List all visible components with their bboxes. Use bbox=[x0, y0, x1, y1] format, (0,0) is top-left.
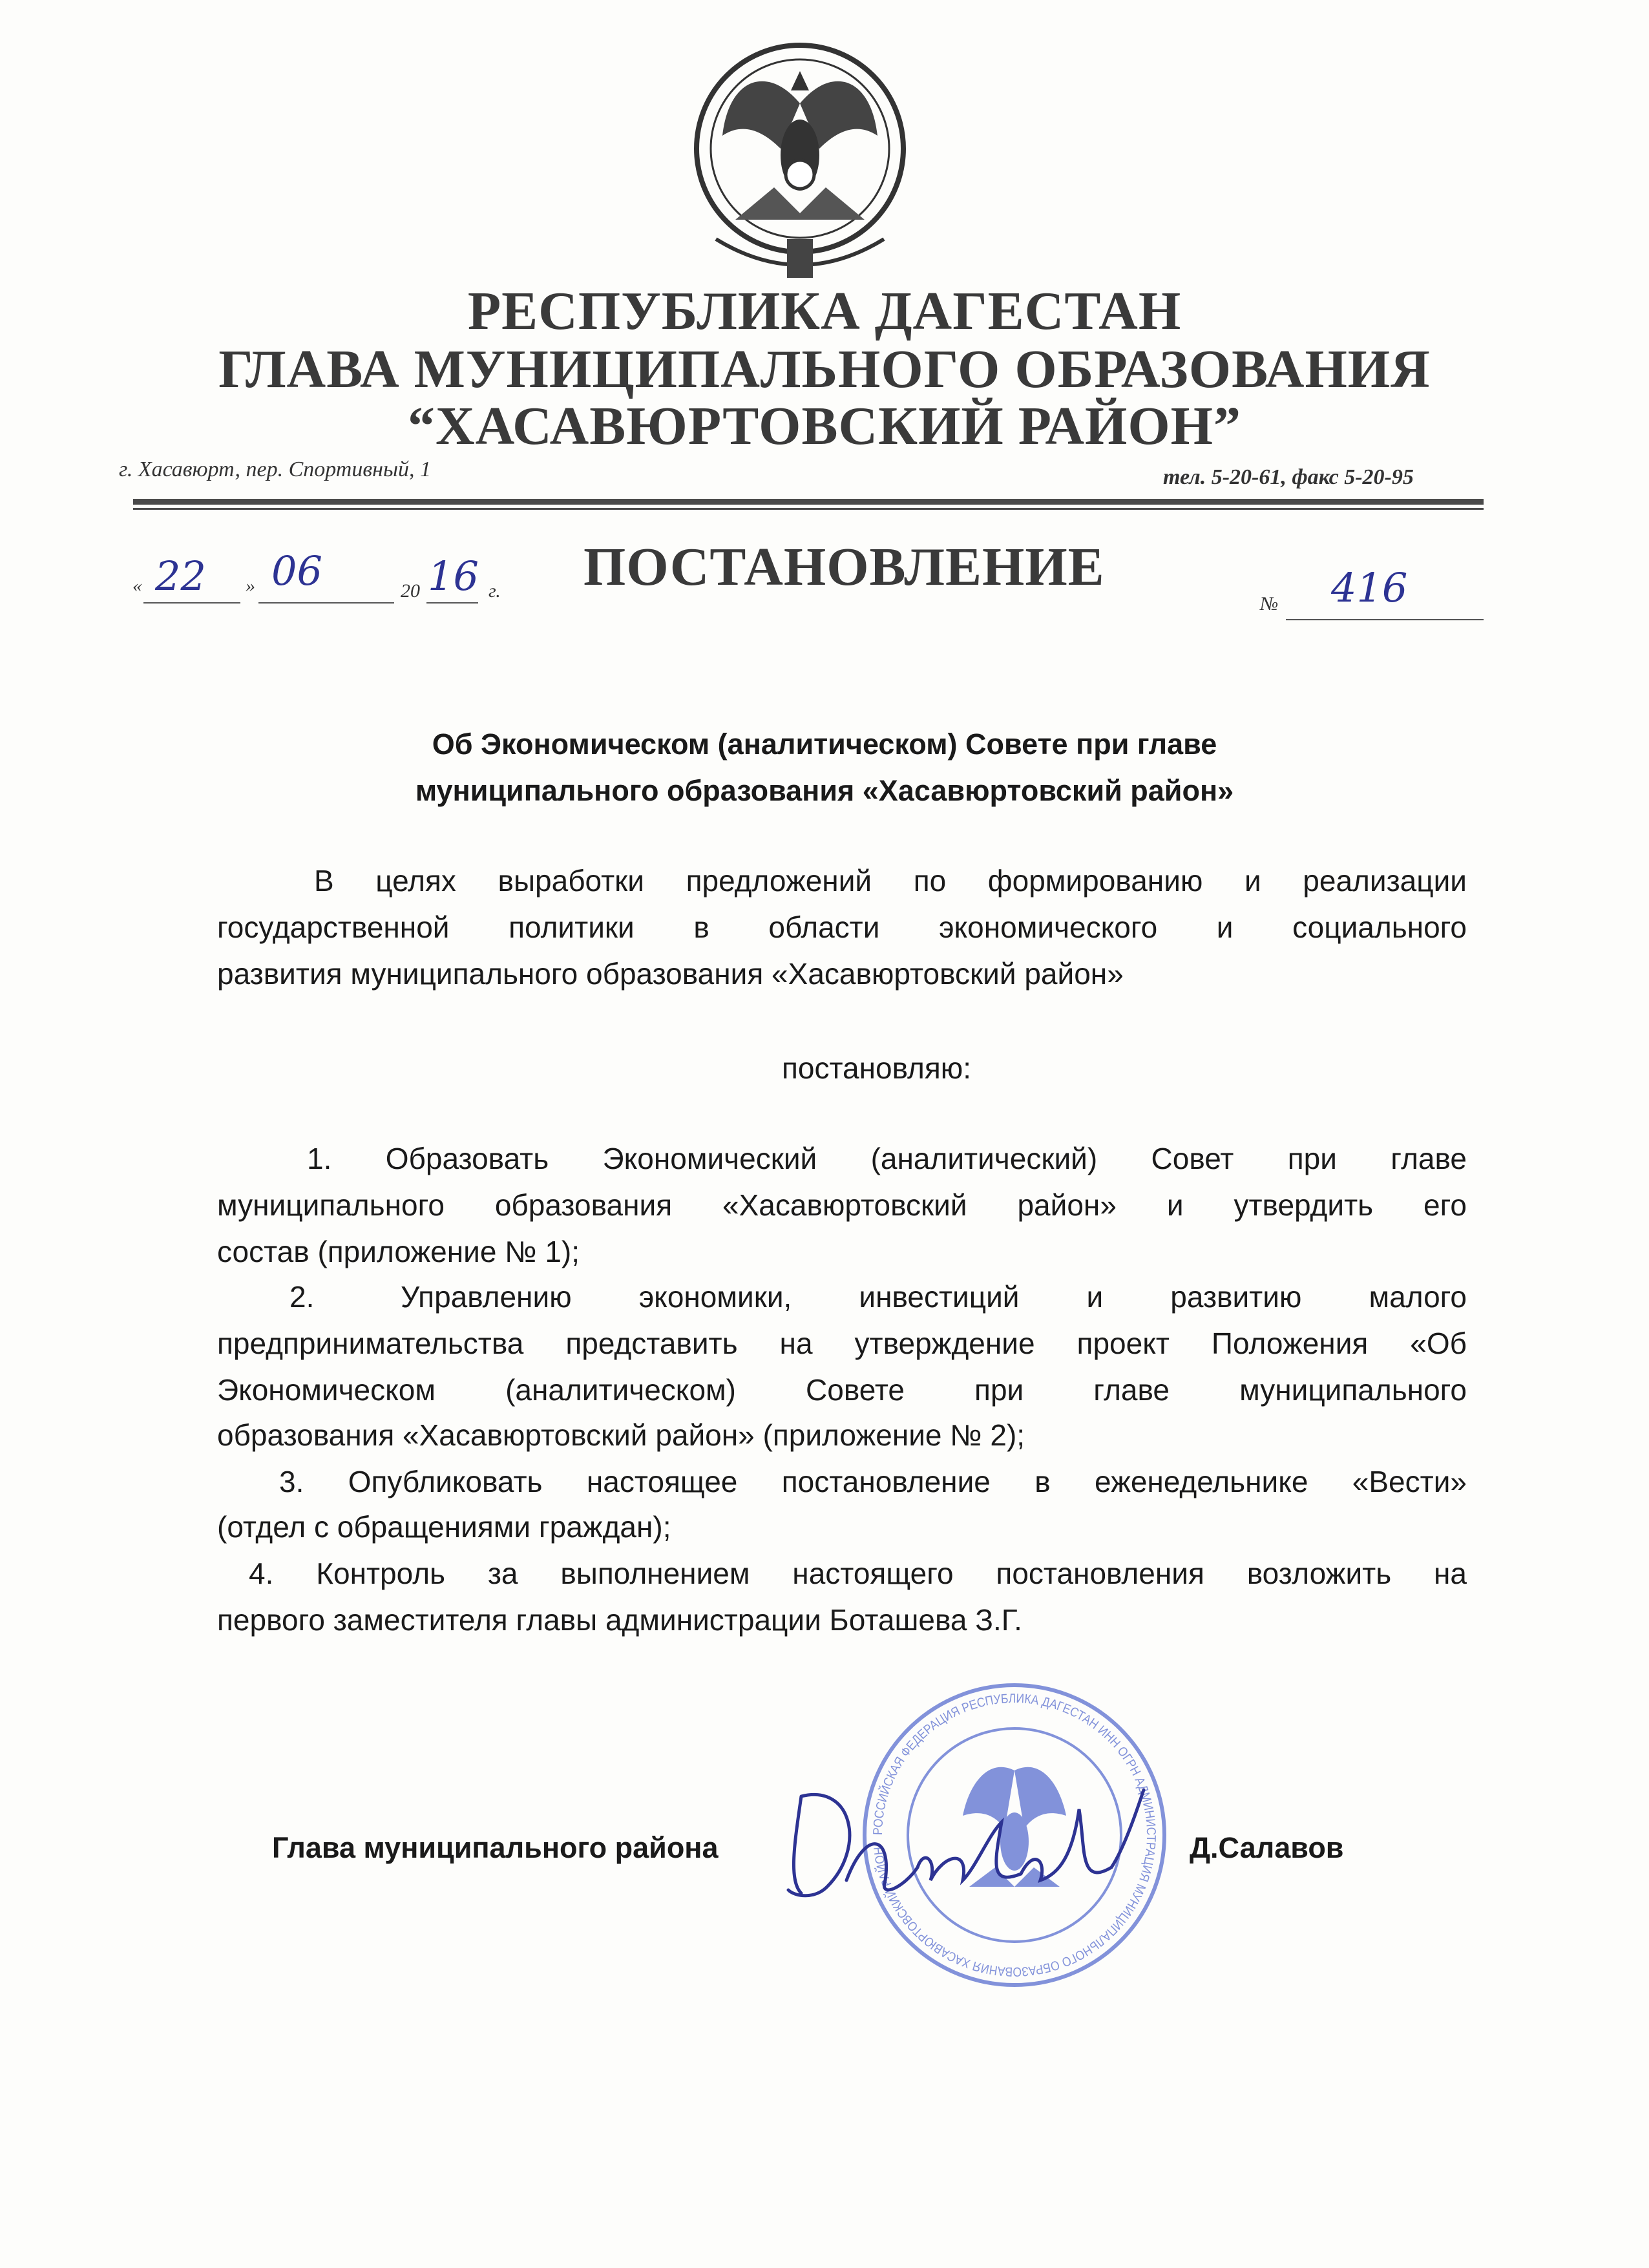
number-line bbox=[1286, 619, 1484, 620]
decree-word: постановляю: bbox=[782, 1051, 972, 1085]
date-day: 22 bbox=[155, 552, 206, 600]
signatory-name: Д.Салавов bbox=[1190, 1831, 1344, 1864]
number-label: № bbox=[1260, 593, 1279, 614]
intro-line: развития муниципального образования «Хасавюртовский район» bbox=[217, 957, 1124, 991]
date-year-line bbox=[426, 602, 478, 604]
item1-line: муниципального образования «Хасавюртовский район» и утвердить его bbox=[217, 1188, 1467, 1222]
date-day-line bbox=[143, 602, 240, 604]
date-open-quote: « bbox=[132, 575, 142, 596]
document-number: 416 bbox=[1331, 564, 1408, 611]
date-year-prefix: 20 bbox=[401, 580, 420, 602]
intro-line: государственной политики в области экономического и социального bbox=[217, 910, 1467, 944]
header-address: г. Хасавюрт, пер. Спортивный, 1 bbox=[119, 457, 432, 481]
header-phone: тел. 5-20-61, факс 5-20-95 bbox=[1163, 465, 1414, 489]
item2-line: образования «Хасавюртовский район» (приложение № 2); bbox=[217, 1418, 1025, 1452]
intro-line: В целях выработки предложений по формированию и реализации bbox=[314, 864, 1467, 898]
date-year-suffix: г. bbox=[488, 580, 501, 602]
coat-of-arms-emblem bbox=[690, 26, 910, 284]
handwritten-signature bbox=[775, 1770, 1163, 1913]
document-title-line2: муниципального образования «Хасавюртовский район» bbox=[415, 774, 1234, 807]
item3-line: 3. Опубликовать настоящее постановление в еженедельнике «Вести» bbox=[279, 1465, 1467, 1498]
date-month: 06 bbox=[271, 547, 322, 594]
item2-line: предпринимательства представить на утверждение проект Положения «Об bbox=[217, 1327, 1467, 1360]
header-divider-thin bbox=[133, 508, 1484, 510]
date-close-quote: » bbox=[246, 575, 255, 596]
item3-line: (отдел с обращениями граждан); bbox=[217, 1510, 671, 1544]
item2-line: Управлению экономики, инвестиций и развитию малого bbox=[401, 1280, 1467, 1314]
document-title-line1: Об Экономическом (аналитическом) Совете при главе bbox=[432, 728, 1217, 761]
header-republic: РЕСПУБЛИКА ДАГЕСТАН bbox=[467, 281, 1182, 341]
item1-line: 1. Образовать Экономический (аналитический) Совет при главе bbox=[307, 1142, 1467, 1175]
item2-line: Экономическом (аналитическом) Совете при главе муниципального bbox=[217, 1373, 1467, 1407]
item1-line: состав (приложение № 1); bbox=[217, 1235, 580, 1268]
stamp-text: РОССИЙСКАЯ ФЕДЕРАЦИЯ РЕСПУБЛИКА ДАГЕСТАН ИНН ОГРН АДМИНИСТРАЦИЯ МУНИЦИПАЛЬНОГО ОБРАЗОВАНИЯ ХАСАВЮРТОВСКИЙ РАЙОН bbox=[870, 1691, 1159, 1979]
item4-line: 4. Контроль за выполнением настоящего постановления возложить на bbox=[249, 1557, 1467, 1590]
header-head-of-municipality: ГЛАВА МУНИЦИПАЛЬНОГО ОБРАЗОВАНИЯ bbox=[218, 339, 1431, 399]
item4-line: первого заместителя главы администрации Боташева З.Г. bbox=[217, 1603, 1022, 1637]
date-year: 16 bbox=[428, 552, 479, 600]
signatory-position: Глава муниципального района bbox=[272, 1831, 719, 1864]
document-type: ПОСТАНОВЛЕНИЕ bbox=[583, 537, 1105, 597]
header-divider bbox=[133, 499, 1484, 505]
item2-number: 2. bbox=[289, 1280, 315, 1314]
header-district: “ХАСАВЮРТОВСКИЙ РАЙОН” bbox=[408, 396, 1241, 456]
date-month-line bbox=[258, 602, 394, 604]
